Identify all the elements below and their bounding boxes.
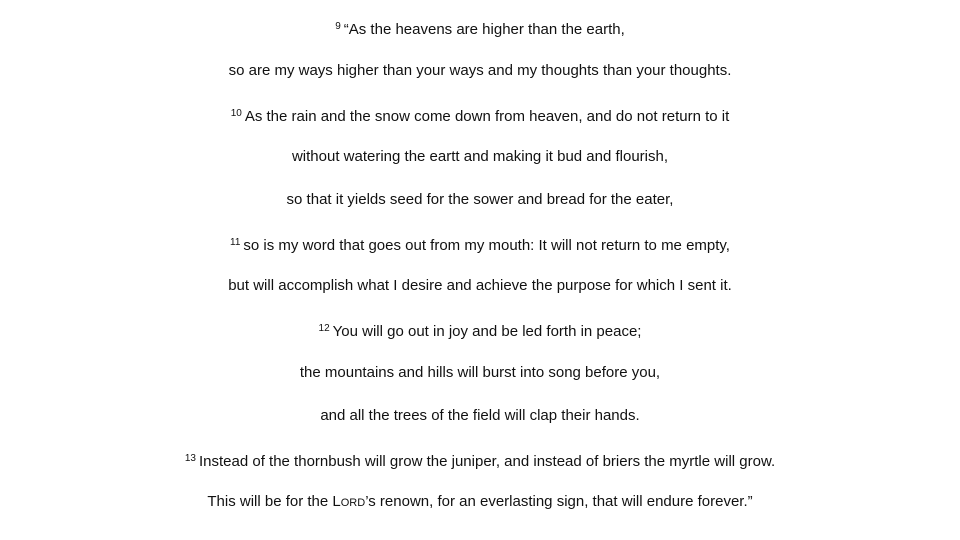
passage-line: [0, 104, 960, 127]
verse-text: so that it yields seed for the sower and bread for the eater,: [286, 191, 674, 208]
verse-number: 13: [184, 453, 196, 464]
verse-text: so is my word that goes out from my mouth: It will not return to me empty,: [243, 237, 730, 254]
passage-line: [0, 363, 960, 383]
passage-line: [0, 147, 960, 167]
passage-line: [0, 319, 960, 342]
verse-text: so are my ways higher than your ways and my thoughts than your thoughts.: [228, 62, 732, 79]
verse-text: but will accomplish what I desire and achieve the purpose for which I sent it.: [228, 277, 732, 294]
passage-line: [0, 449, 960, 472]
verse-text: the mountains and hills will burst into song before you,: [299, 364, 661, 381]
passage-line: [0, 61, 960, 81]
passage-line: [0, 233, 960, 256]
passage-line: [0, 492, 960, 512]
verse-text: Instead of the thornbush will grow the juniper, and instead of briers the myrtle will grow.: [198, 453, 776, 470]
verse-text: This will be for the: [207, 493, 333, 510]
verse-number: 12: [318, 323, 330, 334]
passage-line: [0, 17, 960, 40]
verse-text: As the rain and the snow come down from heaven, and do not return to it: [244, 108, 730, 125]
passage-line: [0, 406, 960, 426]
verse-text: ’s renown, for an everlasting sign, that will endure forever.”: [365, 493, 753, 510]
passage-line: [0, 276, 960, 296]
lord-small-caps: Lord: [332, 493, 366, 510]
verse-number: 9: [335, 21, 341, 32]
verse-number: 11: [230, 237, 241, 248]
passage-line: [0, 190, 960, 210]
verse-number: 10: [230, 108, 242, 119]
verse-text: “As the heavens are higher than the earth,: [343, 21, 625, 38]
verse-text: You will go out in joy and be led forth in peace;: [332, 323, 642, 340]
verse-text: and all the trees of the field will clap their hands.: [320, 407, 640, 424]
verse-text: without watering the eartt and making it bud and flourish,: [291, 148, 669, 165]
